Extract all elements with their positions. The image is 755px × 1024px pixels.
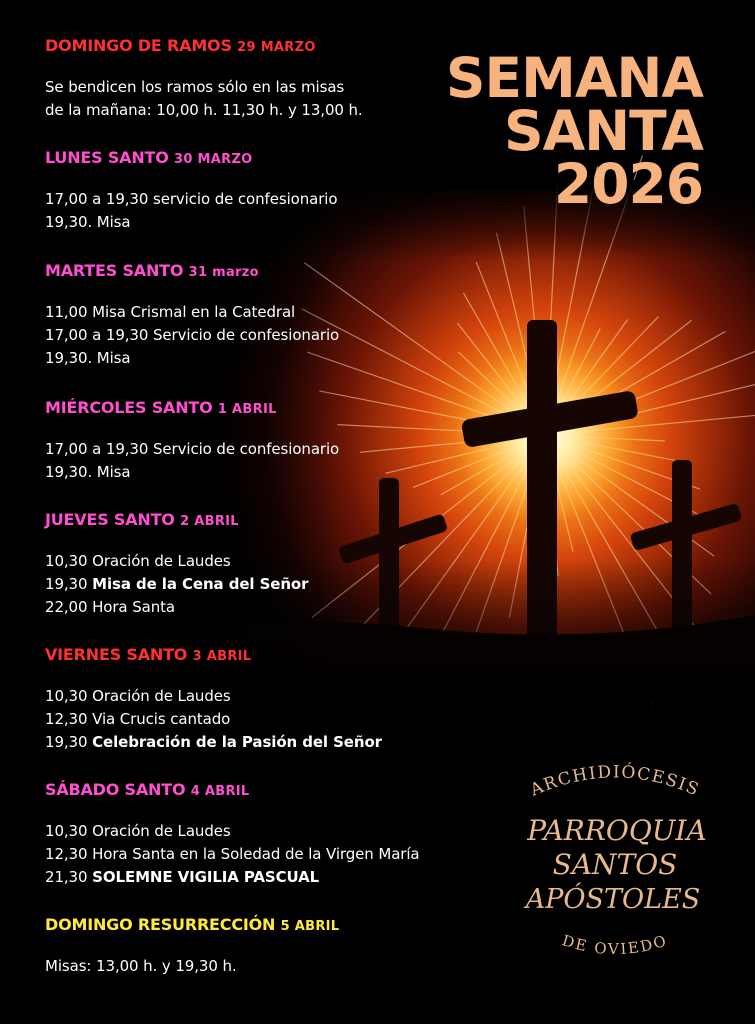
schedule-line bbox=[45, 820, 465, 843]
day-date: 3 ABRIL bbox=[192, 649, 252, 664]
schedule-line bbox=[45, 708, 465, 731]
day-block bbox=[45, 261, 465, 369]
schedule-line-text: 19,30. Misa bbox=[45, 348, 131, 367]
day-name: SÁBADO SANTO bbox=[45, 780, 191, 799]
schedule-line-text: Se bendicen los ramos sólo en las misas bbox=[45, 78, 345, 96]
schedule-line-text: 17,00 a 19,30 Servicio de confesionario bbox=[45, 325, 340, 344]
day-block bbox=[45, 36, 465, 122]
schedule-line-text: 19,30 bbox=[45, 732, 93, 751]
day-name: DOMINGO DE RAMOS bbox=[45, 36, 232, 55]
schedule-line-text: 17,00 a 19,30 Servicio de confesionario bbox=[45, 440, 340, 458]
day-name: LUNES SANTO bbox=[45, 148, 169, 167]
schedule-line-text: 19,30 bbox=[45, 574, 93, 593]
parish-logo bbox=[505, 760, 725, 990]
schedule-line bbox=[45, 731, 465, 754]
logo-line-1: PARROQUIA bbox=[527, 814, 707, 847]
schedule-line-bold: Misa de la Cena del Señor bbox=[92, 574, 309, 593]
day-block bbox=[45, 645, 465, 753]
schedule-line bbox=[45, 347, 465, 370]
day-block bbox=[45, 148, 465, 234]
day-block bbox=[45, 780, 465, 888]
day-name: MARTES SANTO bbox=[45, 261, 184, 280]
day-date: 31 marzo bbox=[188, 265, 259, 280]
schedule-line bbox=[45, 866, 465, 889]
schedule-line bbox=[45, 955, 465, 978]
schedule-line-text: 17,00 a 19,30 servicio de confesionario bbox=[45, 190, 338, 208]
schedule-line-text: 12,30 Via Crucis cantado bbox=[45, 709, 231, 728]
day-lines bbox=[45, 438, 465, 484]
schedule-line-text: Misas: 13,00 h. y 19,30 h. bbox=[45, 957, 237, 975]
schedule-line bbox=[45, 573, 465, 596]
schedule-line bbox=[45, 438, 465, 461]
day-header bbox=[45, 915, 465, 934]
day-name: JUEVES SANTO bbox=[45, 510, 175, 529]
logo-arc-bottom: DE OVIEDO bbox=[559, 931, 671, 959]
day-header bbox=[45, 36, 465, 55]
schedule-line-text: 19,30. Misa bbox=[45, 462, 131, 481]
schedule-line-bold: Celebración de la Pasión del Señor bbox=[92, 732, 382, 751]
day-name: DOMINGO RESURRECCIÓN bbox=[45, 915, 281, 934]
schedule-line bbox=[45, 76, 465, 99]
day-header bbox=[45, 261, 465, 280]
day-header bbox=[45, 398, 465, 417]
day-block bbox=[45, 915, 465, 978]
day-lines bbox=[45, 820, 465, 888]
schedule-line bbox=[45, 188, 465, 211]
day-block bbox=[45, 510, 465, 618]
schedule-line-text: 21,30 bbox=[45, 867, 93, 886]
day-header bbox=[45, 780, 465, 799]
day-name: MIÉRCOLES SANTO bbox=[45, 398, 213, 417]
logo-arc-top: ARCHIDIÓCESIS bbox=[527, 762, 703, 801]
schedule-line bbox=[45, 461, 465, 484]
day-lines bbox=[45, 301, 465, 369]
schedule-line bbox=[45, 685, 465, 708]
title-line-2: SANTA bbox=[503, 99, 703, 163]
schedule-line bbox=[45, 596, 465, 619]
day-lines bbox=[45, 685, 465, 753]
schedule-line-text: 11,00 Misa Crismal en la Catedral bbox=[45, 303, 296, 321]
title-line-3: 2026 bbox=[553, 152, 703, 216]
day-date: 1 ABRIL bbox=[217, 402, 277, 417]
schedule-line-text: 12,30 Hora Santa en la Soledad de la Virgen María bbox=[45, 844, 420, 863]
day-date: 4 ABRIL bbox=[190, 784, 250, 799]
schedule-line bbox=[45, 324, 465, 347]
day-date: 5 ABRIL bbox=[280, 919, 340, 934]
day-name: VIERNES SANTO bbox=[45, 645, 188, 664]
day-header bbox=[45, 510, 465, 529]
day-block bbox=[45, 398, 465, 484]
schedule-line-bold: SOLEMNE VIGILIA PASCUAL bbox=[92, 867, 320, 886]
day-date: 2 ABRIL bbox=[180, 514, 239, 529]
logo-line-3: APÓSTOLES bbox=[525, 884, 701, 915]
schedule-line bbox=[45, 301, 465, 324]
logo-line-2: SANTOS bbox=[552, 848, 678, 881]
day-lines bbox=[45, 188, 465, 234]
day-header bbox=[45, 148, 465, 167]
schedule-line bbox=[45, 99, 465, 122]
day-header bbox=[45, 645, 465, 664]
schedule-line-text: de la mañana: 10,00 h. 11,30 h. y 13,00 h. bbox=[45, 100, 363, 119]
day-date: 29 MARZO bbox=[237, 40, 316, 55]
schedule-line-text: 22,00 Hora Santa bbox=[45, 597, 175, 616]
schedule-line bbox=[45, 550, 465, 573]
day-lines bbox=[45, 955, 465, 978]
schedule-line-text: 10,30 Oración de Laudes bbox=[45, 687, 231, 705]
day-lines bbox=[45, 550, 465, 618]
schedule-line-text: 19,30. Misa bbox=[45, 212, 131, 231]
title-line-1: SEMANA bbox=[445, 46, 703, 110]
day-lines bbox=[45, 76, 465, 122]
day-date: 30 MARZO bbox=[174, 152, 253, 167]
schedule-line-text: 10,30 Oración de Laudes bbox=[45, 552, 231, 570]
schedule-line bbox=[45, 843, 465, 866]
page-title bbox=[445, 46, 703, 216]
schedule-line bbox=[45, 211, 465, 234]
schedule-line-text: 10,30 Oración de Laudes bbox=[45, 822, 231, 840]
